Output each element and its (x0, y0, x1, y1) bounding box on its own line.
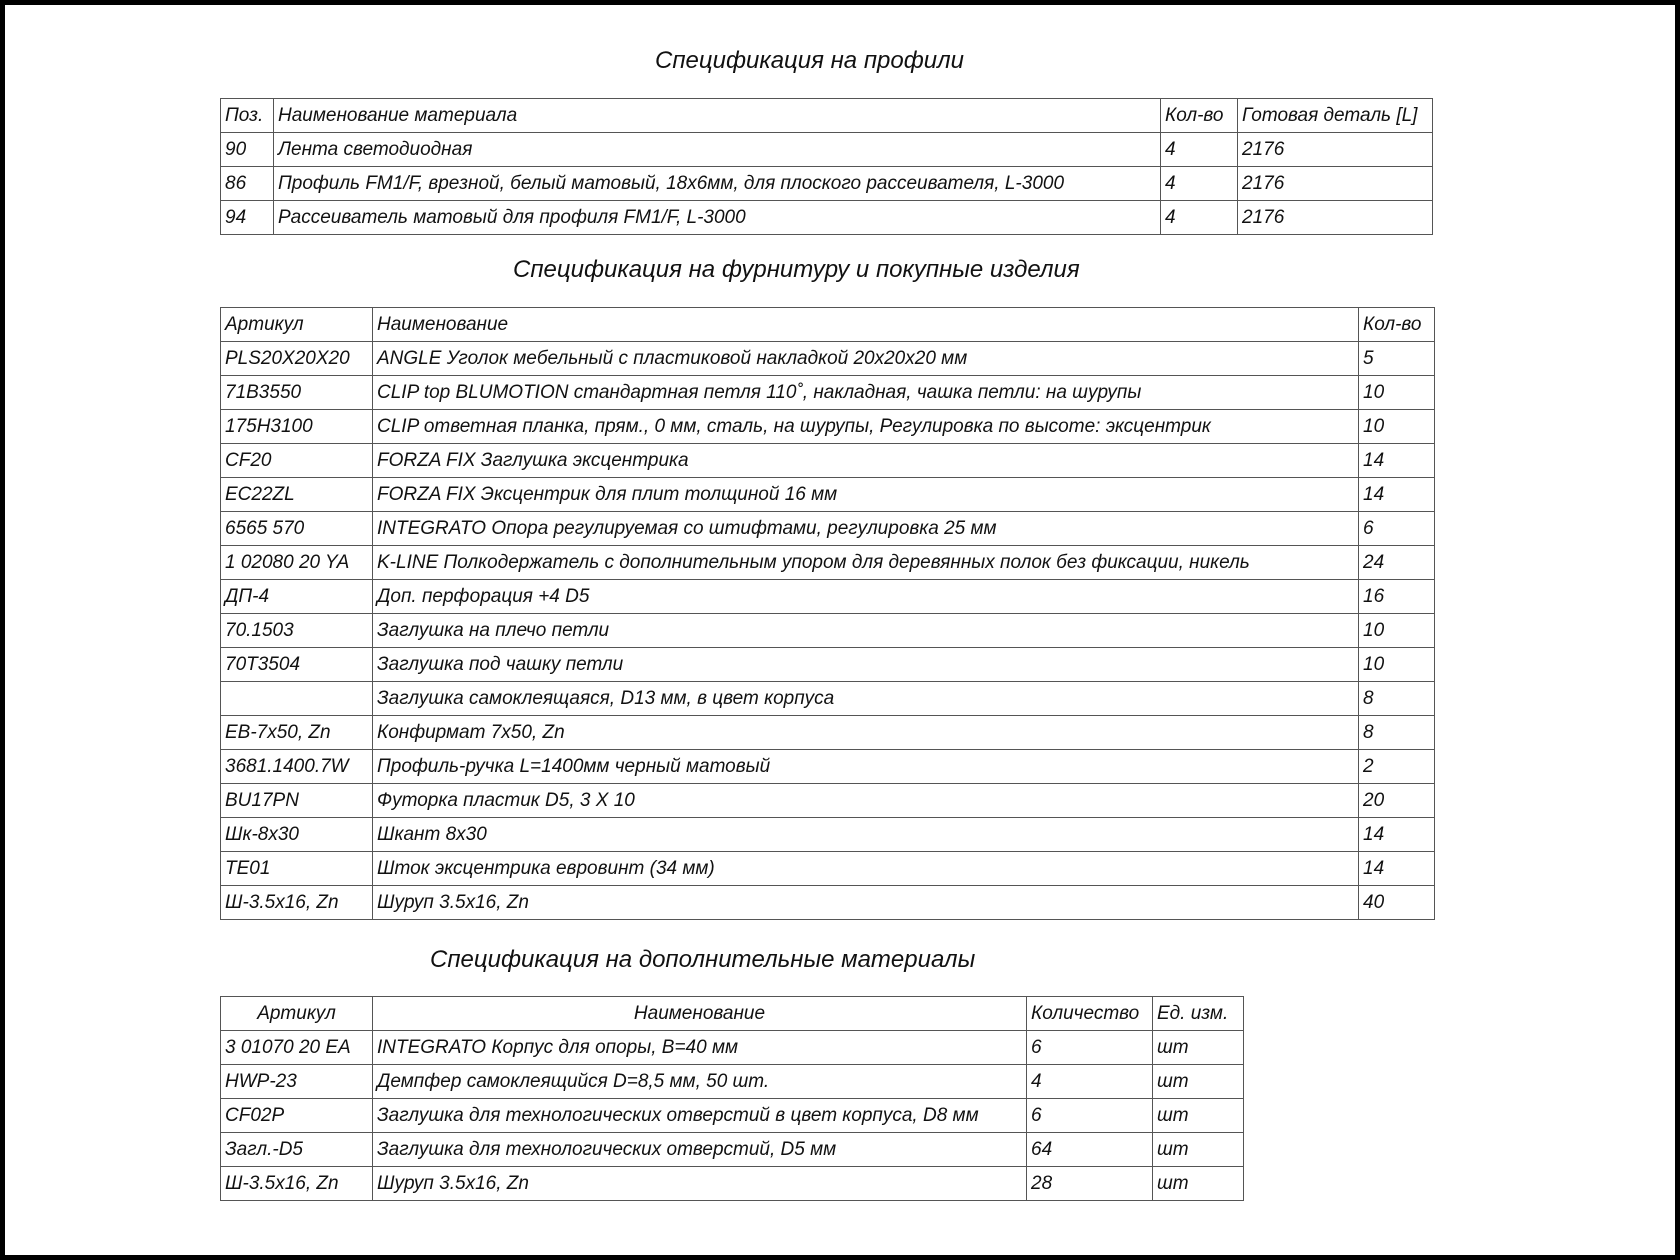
table-cell: 16 (1359, 580, 1435, 614)
table-cell: 24 (1359, 546, 1435, 580)
column-header: Наименование материала (274, 99, 1161, 133)
table-cell: 4 (1161, 201, 1238, 235)
table-cell: FORZA FIX Заглушка эксцентрика (373, 444, 1359, 478)
table-cell: 2176 (1238, 133, 1433, 167)
hardware-title: Спецификация на фурнитуру и покупные изделия (513, 256, 1080, 283)
table-cell: Футорка пластик D5, 3 X 10 (373, 784, 1359, 818)
table-row (221, 1031, 1244, 1065)
table-cell: 2176 (1238, 167, 1433, 201)
table-cell: 4 (1161, 133, 1238, 167)
table-cell: 8 (1359, 716, 1435, 750)
table-cell: INTEGRATO Опора регулируемая со штифтами, регулировка 25 мм (373, 512, 1359, 546)
table-row (221, 133, 1433, 167)
table-cell: шт (1153, 1133, 1244, 1167)
table-cell: 86 (221, 167, 274, 201)
table-row (221, 784, 1435, 818)
column-header: Поз. (221, 99, 274, 133)
table-row (221, 546, 1435, 580)
table-cell: 175H3100 (221, 410, 373, 444)
table-cell: 10 (1359, 614, 1435, 648)
table-row (221, 682, 1435, 716)
hardware-table (220, 307, 1435, 920)
header-row (221, 308, 1435, 342)
profiles-table (220, 98, 1433, 235)
table-row (221, 1133, 1244, 1167)
table-cell: Заглушка под чашку петли (373, 648, 1359, 682)
table-cell: 4 (1161, 167, 1238, 201)
table-cell: Ш-3.5x16, Zn (221, 886, 373, 920)
header-row (221, 997, 1244, 1031)
table-cell: HWP-23 (221, 1065, 373, 1099)
table-cell: Шуруп 3.5x16, Zn (373, 886, 1359, 920)
table-cell: шт (1153, 1065, 1244, 1099)
table-cell: 1 02080 20 YA (221, 546, 373, 580)
table-row (221, 201, 1433, 235)
table-cell: 10 (1359, 648, 1435, 682)
column-header: Готовая деталь [L] (1238, 99, 1433, 133)
table-cell: Доп. перфорация +4 D5 (373, 580, 1359, 614)
table-cell: 94 (221, 201, 274, 235)
table-cell (221, 682, 373, 716)
table-row (221, 478, 1435, 512)
table-cell: Заглушка для технологических отверстий в цвет корпуса, D8 мм (373, 1099, 1027, 1133)
table-cell: K-LINE Полкодержатель с дополнительным упором для деревянных полок без фиксации, никель (373, 546, 1359, 580)
table-cell: FORZA FIX Эксцентрик для плит толщиной 16 мм (373, 478, 1359, 512)
table-cell: Загл.-D5 (221, 1133, 373, 1167)
additional-title: Спецификация на дополнительные материалы (430, 946, 976, 973)
table-cell: шт (1153, 1099, 1244, 1133)
header-row (221, 99, 1433, 133)
table-cell: 20 (1359, 784, 1435, 818)
table-cell: 3 01070 20 EA (221, 1031, 373, 1065)
table-cell: Профиль-ручка L=1400мм черный матовый (373, 750, 1359, 784)
table-cell: TE01 (221, 852, 373, 886)
table-row (221, 580, 1435, 614)
table-cell: Шкант 8x30 (373, 818, 1359, 852)
table-cell: 14 (1359, 478, 1435, 512)
table-cell: 3681.1400.7W (221, 750, 373, 784)
table-cell: 90 (221, 133, 274, 167)
table-row (221, 1099, 1244, 1133)
column-header: Наименование (373, 997, 1027, 1031)
table-cell: 5 (1359, 342, 1435, 376)
table-cell: Заглушка на плечо петли (373, 614, 1359, 648)
table-row (221, 512, 1435, 546)
column-header: Количество (1027, 997, 1153, 1031)
table-row (221, 342, 1435, 376)
additional-table (220, 996, 1244, 1201)
table-row (221, 1065, 1244, 1099)
table-cell: 6565 570 (221, 512, 373, 546)
table-cell: ДП-4 (221, 580, 373, 614)
table-row (221, 167, 1433, 201)
table-cell: 14 (1359, 444, 1435, 478)
table-cell: Конфирмат 7x50, Zn (373, 716, 1359, 750)
table-cell: 14 (1359, 852, 1435, 886)
table-cell: EC22ZL (221, 478, 373, 512)
table-cell: Заглушка самоклеящаяся, D13 мм, в цвет корпуса (373, 682, 1359, 716)
table-cell: Заглушка для технологических отверстий, D5 мм (373, 1133, 1027, 1167)
table-cell: 6 (1359, 512, 1435, 546)
table-cell: 28 (1027, 1167, 1153, 1201)
table-cell: CLIP top BLUMOTION стандартная петля 110˚, накладная, чашка петли: на шурупы (373, 376, 1359, 410)
table-cell: 4 (1027, 1065, 1153, 1099)
table-cell: 6 (1027, 1031, 1153, 1065)
table-cell: CF20 (221, 444, 373, 478)
profiles-title: Спецификация на профили (655, 47, 964, 74)
table-cell: 70.1503 (221, 614, 373, 648)
table-cell: Ш-3.5x16, Zn (221, 1167, 373, 1201)
table-cell: Рассеиватель матовый для профиля FM1/F, L-3000 (274, 201, 1161, 235)
table-cell: шт (1153, 1167, 1244, 1201)
table-row (221, 376, 1435, 410)
table-cell: 40 (1359, 886, 1435, 920)
table-row (221, 818, 1435, 852)
table-cell: EB-7x50, Zn (221, 716, 373, 750)
table-row (221, 886, 1435, 920)
column-header: Кол-во (1359, 308, 1435, 342)
table-cell: шт (1153, 1031, 1244, 1065)
table-cell: BU17PN (221, 784, 373, 818)
table-cell: CLIP ответная планка, прям., 0 мм, сталь, на шурупы, Регулировка по высоте: эксцентрик (373, 410, 1359, 444)
table-cell: 64 (1027, 1133, 1153, 1167)
table-cell: Шуруп 3.5x16, Zn (373, 1167, 1027, 1201)
table-cell: 71B3550 (221, 376, 373, 410)
table-cell: 10 (1359, 410, 1435, 444)
column-header: Кол-во (1161, 99, 1238, 133)
table-row (221, 410, 1435, 444)
table-row (221, 1167, 1244, 1201)
table-row (221, 852, 1435, 886)
table-cell: 6 (1027, 1099, 1153, 1133)
table-row (221, 444, 1435, 478)
column-header: Артикул (221, 997, 373, 1031)
column-header: Наименование (373, 308, 1359, 342)
column-header: Артикул (221, 308, 373, 342)
table-cell: Демпфер самоклеящийся D=8,5 мм, 50 шт. (373, 1065, 1027, 1099)
table-cell: 14 (1359, 818, 1435, 852)
table-cell: PLS20X20X20 (221, 342, 373, 376)
table-cell: Шток эксцентрика евровинт (34 мм) (373, 852, 1359, 886)
table-row (221, 614, 1435, 648)
table-cell: 70T3504 (221, 648, 373, 682)
table-cell: 10 (1359, 376, 1435, 410)
table-row (221, 716, 1435, 750)
table-row (221, 750, 1435, 784)
table-cell: 2 (1359, 750, 1435, 784)
table-cell: 2176 (1238, 201, 1433, 235)
table-row (221, 648, 1435, 682)
table-cell: Профиль FM1/F, врезной, белый матовый, 18x6мм, для плоского рассеивателя, L-3000 (274, 167, 1161, 201)
column-header: Ед. изм. (1153, 997, 1244, 1031)
table-cell: Лента светодиодная (274, 133, 1161, 167)
table-cell: 8 (1359, 682, 1435, 716)
table-cell: CF02P (221, 1099, 373, 1133)
table-cell: Шк-8x30 (221, 818, 373, 852)
table-cell: ANGLE Уголок мебельный с пластиковой накладкой 20x20x20 мм (373, 342, 1359, 376)
table-cell: INTEGRATO Корпус для опоры, B=40 мм (373, 1031, 1027, 1065)
